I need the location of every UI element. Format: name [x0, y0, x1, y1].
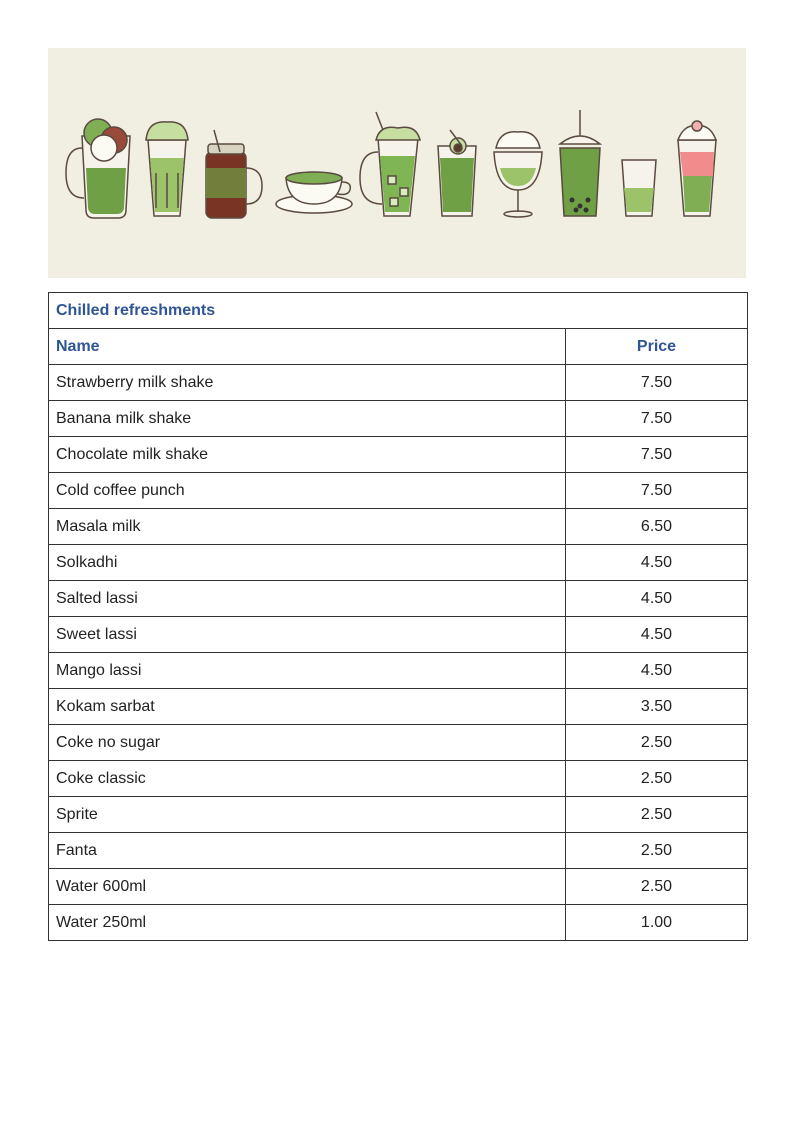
item-name: Solkadhi	[49, 545, 566, 581]
item-name: Strawberry milk shake	[49, 365, 566, 401]
price-column-header: Price	[566, 329, 748, 365]
section-title: Chilled refreshments	[49, 293, 748, 329]
item-name: Coke no sugar	[49, 725, 566, 761]
iced-matcha-glass-icon	[360, 112, 420, 216]
item-name: Water 600ml	[49, 869, 566, 905]
item-price: 2.50	[566, 833, 748, 869]
table-row	[49, 869, 748, 905]
table-row	[49, 581, 748, 617]
table-row	[49, 545, 748, 581]
item-price: 7.50	[566, 401, 748, 437]
table-row	[49, 653, 748, 689]
item-name: Fanta	[49, 833, 566, 869]
item-name: Chocolate milk shake	[49, 437, 566, 473]
matcha-frappe-glass-icon	[146, 122, 188, 216]
item-name: Masala milk	[49, 509, 566, 545]
item-name: Sprite	[49, 797, 566, 833]
table-row	[49, 437, 748, 473]
item-name: Banana milk shake	[49, 401, 566, 437]
section-title-row	[49, 293, 748, 329]
item-name: Coke classic	[49, 761, 566, 797]
table-row	[49, 725, 748, 761]
table-row	[49, 401, 748, 437]
item-price: 4.50	[566, 653, 748, 689]
table-row	[49, 797, 748, 833]
item-name: Salted lassi	[49, 581, 566, 617]
item-price: 1.00	[566, 905, 748, 941]
matcha-goblet-icon	[494, 132, 542, 217]
matcha-glass-icon	[438, 130, 476, 216]
drinks-menu-table	[48, 292, 748, 941]
item-name: Sweet lassi	[49, 617, 566, 653]
table-row	[49, 473, 748, 509]
table-row	[49, 617, 748, 653]
item-price: 2.50	[566, 761, 748, 797]
table-row	[49, 509, 748, 545]
matcha-shot-glass-icon	[622, 160, 656, 216]
item-name: Cold coffee punch	[49, 473, 566, 509]
chocolate-jar-icon	[206, 130, 262, 218]
item-price: 7.50	[566, 365, 748, 401]
item-price: 7.50	[566, 437, 748, 473]
item-price: 3.50	[566, 689, 748, 725]
table-row	[49, 761, 748, 797]
matcha-float-mug-icon	[66, 119, 130, 218]
column-header-row	[49, 329, 748, 365]
menu-rows	[49, 365, 748, 941]
table-row	[49, 833, 748, 869]
matcha-latte-cup-icon	[276, 172, 352, 213]
item-name: Kokam sarbat	[49, 689, 566, 725]
item-price: 2.50	[566, 797, 748, 833]
bubble-tea-icon	[560, 110, 600, 216]
item-price: 6.50	[566, 509, 748, 545]
strawberry-drink-glass-icon	[678, 121, 716, 216]
item-price: 2.50	[566, 725, 748, 761]
item-name: Mango lassi	[49, 653, 566, 689]
item-price: 4.50	[566, 545, 748, 581]
item-price: 4.50	[566, 581, 748, 617]
item-price: 2.50	[566, 869, 748, 905]
table-row	[49, 689, 748, 725]
name-column-header: Name	[49, 329, 566, 365]
item-name: Water 250ml	[49, 905, 566, 941]
item-price: 4.50	[566, 617, 748, 653]
item-price: 7.50	[566, 473, 748, 509]
table-row	[49, 905, 748, 941]
drinks-banner	[48, 48, 746, 278]
drinks-illustration	[48, 48, 746, 278]
table-row	[49, 365, 748, 401]
